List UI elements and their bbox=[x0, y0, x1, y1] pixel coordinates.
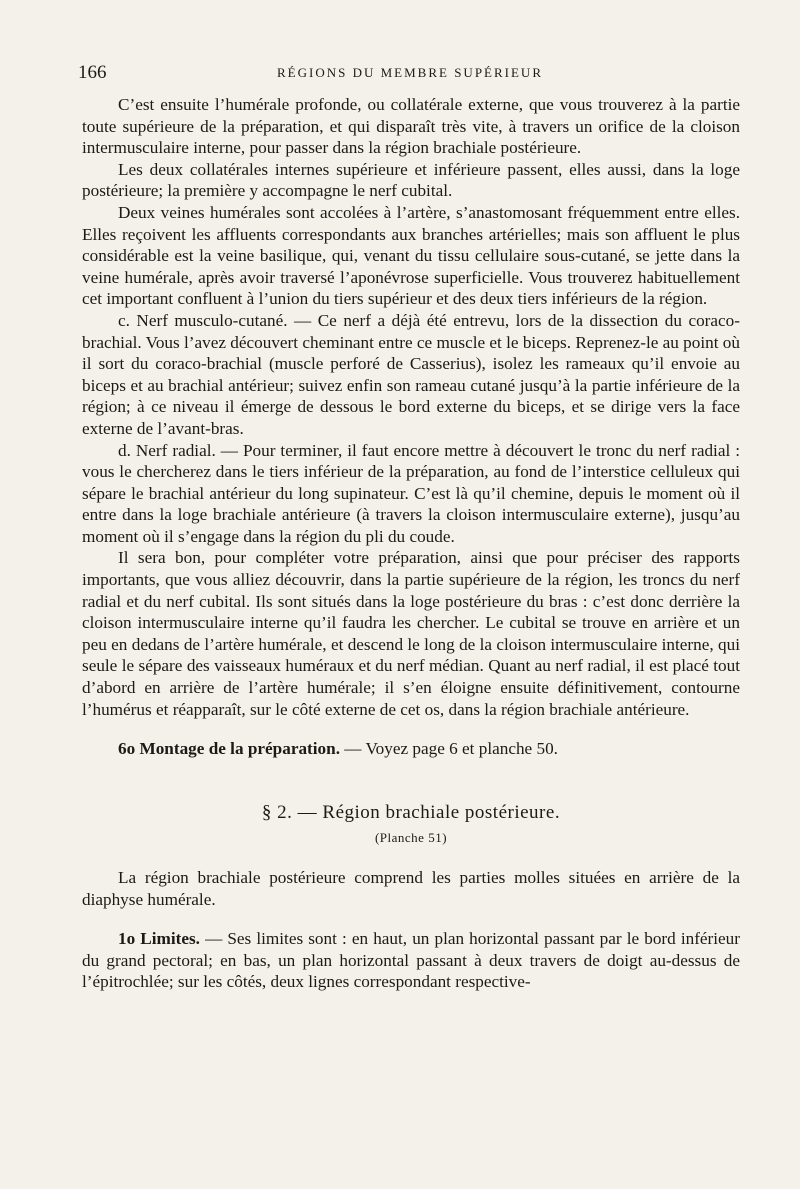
page-header bbox=[78, 62, 742, 86]
section-title: § 2. — Région brachiale postérieure. bbox=[261, 801, 561, 823]
paragraph-humerale-profonde: C’est ensuite l’humérale profonde, ou collatérale externe, que vous trouverez à la partie toute supérieure de la préparation, et qui disparaît très vite, à travers un orifice de la cloison intermusculaire interne, pour passer dans la région brachiale postérieure. bbox=[82, 95, 740, 158]
paragraph-nerf-musculo-cutane: c. Nerf musculo-cutané. — Ce nerf a déjà été entrevu, lors de la dissection du coraco-brachial. Vous l’avez découvert cheminant entre ce muscle et le biceps. Reprenez-le au point où il sort du coraco-brachial (muscle perforé de Casserius), isolez les rameaux qu’il envoie au biceps et au brachial antérieur; suivez enfin son rameau cutané jusqu’à la partie inférieure de la région; à ce niveau il émerge de dessous le bord externe du biceps, et se dirige vers la face externe de l’avant-bras. bbox=[82, 310, 740, 438]
paragraph-nerf-radial: d. Nerf radial. — Pour terminer, il faut encore mettre à découvert le tronc du nerf radial : vous le chercherez dans le tiers inférieur de la préparation, au fond de l’interstice celluleux qui sépare le brachial antérieur du long supinateur. C’est là qu’il chemine, depuis le moment où il entre dans la loge brachiale antérieure (à travers la cloison intermusculaire externe), jusqu’au moment où il s’engage dans la région du pli du coude. bbox=[82, 440, 740, 546]
section-plate-reference: (Planche 51) bbox=[374, 830, 448, 846]
paragraph-completer-preparation: Il sera bon, pour compléter votre préparation, ainsi que pour préciser des rapports importants, que vous alliez découvrir, dans la partie supérieure de la région, les troncs du nerf radial et du nerf cubital. Ils sont situés dans la loge postérieure du bras : c’est donc derrière la cloison intermusculaire interne qu’il faudra les chercher. Le cubital se trouve en arrière et un peu en dedans de l’artère humérale, et descend le long de la cloison intermusculaire interne, qui seule le sépare des vaisseaux huméraux et du nerf médian. Quant au nerf radial, il est placé tout d’abord en arrière de l’artère humérale; il s’en éloigne ensuite définitivement, contourne l’humérus et réapparaît, sur le côté externe de cet os, dans la région brachiale antérieure. bbox=[82, 548, 740, 719]
paragraph-montage bbox=[82, 738, 740, 760]
paragraph-collaterales-internes: Les deux collatérales internes supérieure et inférieure passent, elles aussi, dans la loge postérieure; la première y accompagne le nerf cubital. bbox=[82, 159, 740, 201]
limites-text: — Ses limites sont : en haut, un plan horizontal passant par le bord inférieur du grand pectoral; en bas, un plan horizontal passant à deux travers de doigt au-dessus de l’épitrochlée; sur les côtés, deux lignes correspondant respective- bbox=[82, 929, 741, 992]
montage-heading: 6o Montage de la préparation. bbox=[118, 739, 340, 759]
montage-text: — Voyez page 6 et planche 50. bbox=[340, 739, 558, 759]
paragraph-veines-humerales: Deux veines humérales sont accolées à l’artère, s’anastomosant fréquemment entre elles. Elles reçoivent les affluents correspondants aux branches artérielles; mais son affluent le plus considérable est la veine basilique, qui, venant du tissu cellulaire sous-cutané, se jette dans la veine humérale, après avoir traversé l’aponévrose superficielle. Vous trouverez habituellement cet important confluent à l’union du tiers supérieur et des deux tiers inférieurs de la région. bbox=[82, 202, 740, 309]
paragraph-limites bbox=[82, 928, 740, 993]
page-number: 166 bbox=[78, 62, 107, 83]
running-head: RÉGIONS DU MEMBRE SUPÉRIEUR bbox=[277, 65, 543, 80]
paragraph-region-posterieure: La région brachiale postérieure comprend les parties molles situées en arrière de la diaphyse humérale. bbox=[82, 868, 740, 909]
body-text bbox=[82, 94, 740, 993]
limites-heading: 1o Limites. bbox=[118, 929, 200, 949]
